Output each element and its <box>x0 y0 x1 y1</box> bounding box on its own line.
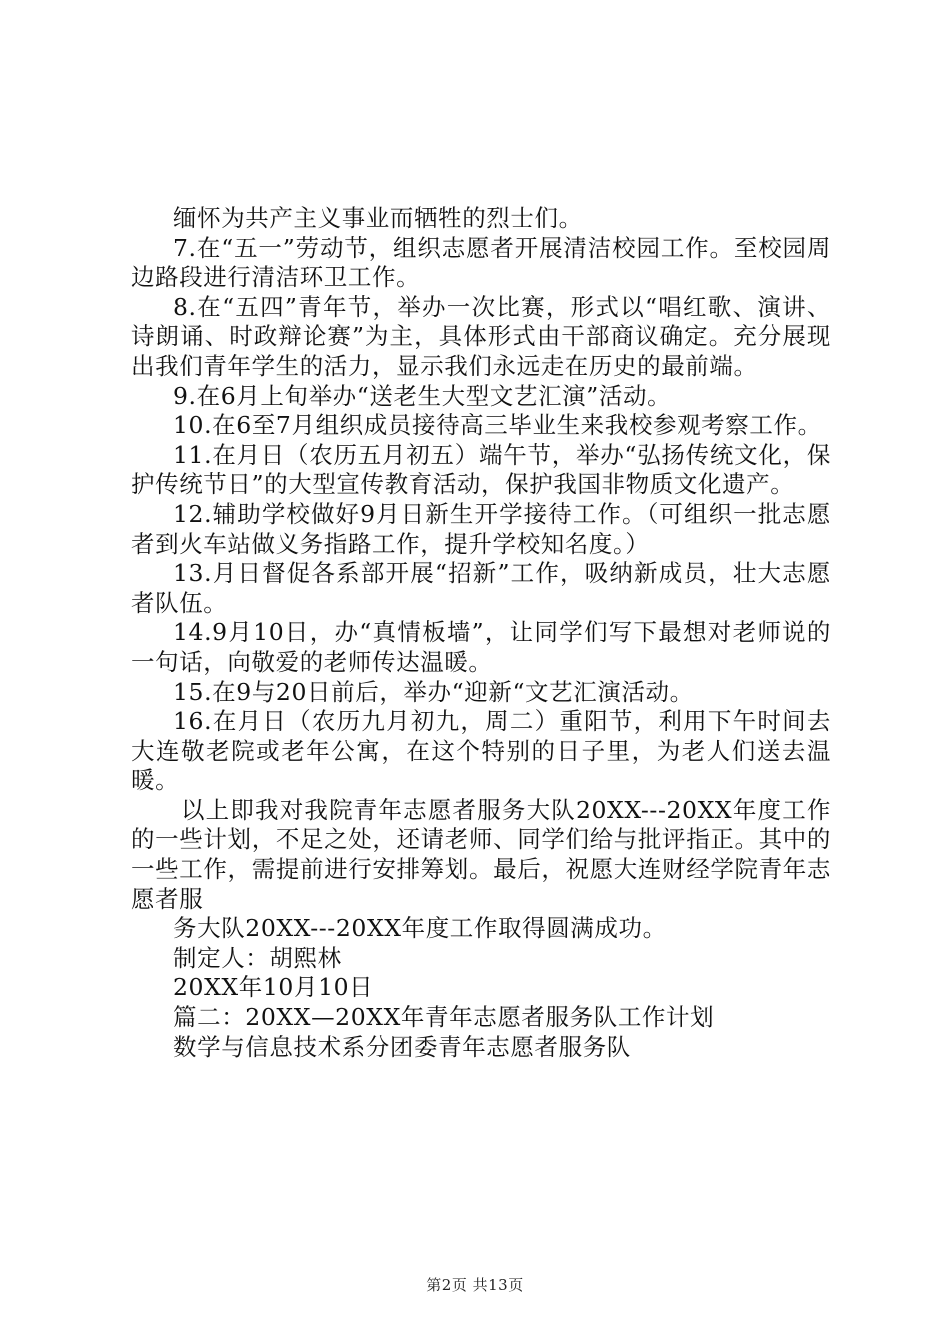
paragraph-1: 缅怀为共产主义事业而牺牲的烈士们。 <box>173 204 583 232</box>
paragraph-13: 务大队20XX---20XX年度工作取得圆满成功。 <box>173 914 667 943</box>
paragraph-7: 12.辅助学校做好9月日新生开学接待工作。（可组织一批志愿者到火车站做义务指路工作，提升学校知名度。） <box>131 499 831 558</box>
paragraph-6: 11.在月日（农历五月初五）端午节，举办“弘扬传统文化，保护传统节日”的大型宣传教育活动，保护我国非物质文化遗产。 <box>131 440 831 499</box>
paragraph-9: 14.9月10日，办“真情板墙”，让同学们写下最想对老师说的一句话，向敬爱的老师传达温暖。 <box>131 618 831 676</box>
paragraph-17: 数学与信息技术系分团委青年志愿者服务队 <box>173 1032 631 1061</box>
paragraph-5: 10.在6至7月组织成员接待高三毕业生来我校参观考察工作。 <box>173 411 822 440</box>
paragraph-16: 篇二：20XX—20XX年青年志愿者服务队工作计划 <box>173 1003 715 1032</box>
paragraph-14: 制定人：胡熙林 <box>173 943 342 972</box>
paragraph-12: 以上即我对我院青年志愿者服务大队20XX---20XX年度工作的一些计划，不足之处，还请老师、同学们给与批评指正。其中的一些工作，需提前进行安排筹划。最后，祝愿大连财经学院青年志愿者服 <box>131 795 831 913</box>
paragraph-2: 7.在“五一”劳动节，组织志愿者开展清洁校园工作。至校园周边路段进行清洁环卫工作。 <box>131 233 831 292</box>
paragraph-8: 13.月日督促各系部开展“招新”工作，吸纳新成员，壮大志愿者队伍。 <box>131 559 831 617</box>
paragraph-3: 8.在“五四”青年节，举办一次比赛，形式以“唱红歌、演讲、诗朗诵、时政辩论赛”为主，具体形式由干部商议确定。充分展现出我们青年学生的活力，显示我们永远走在历史的最前端。 <box>131 292 831 380</box>
paragraph-11: 16.在月日（农历九月初九，周二）重阳节，利用下午时间去大连敬老院或老年公寓，在这个特别的日子里，为老人们送去温暖。 <box>131 707 831 795</box>
paragraph-4: 9.在6月上旬举办“送老生大型文艺汇演”活动。 <box>173 381 672 410</box>
paragraph-10: 15.在9与20日前后，举办“迎新“文艺汇演活动。 <box>173 677 694 706</box>
document-body <box>131 204 831 1062</box>
page-footer: 第2页 共13页 <box>426 1276 524 1294</box>
paragraph-15: 20XX年10月10日 <box>173 973 374 1002</box>
